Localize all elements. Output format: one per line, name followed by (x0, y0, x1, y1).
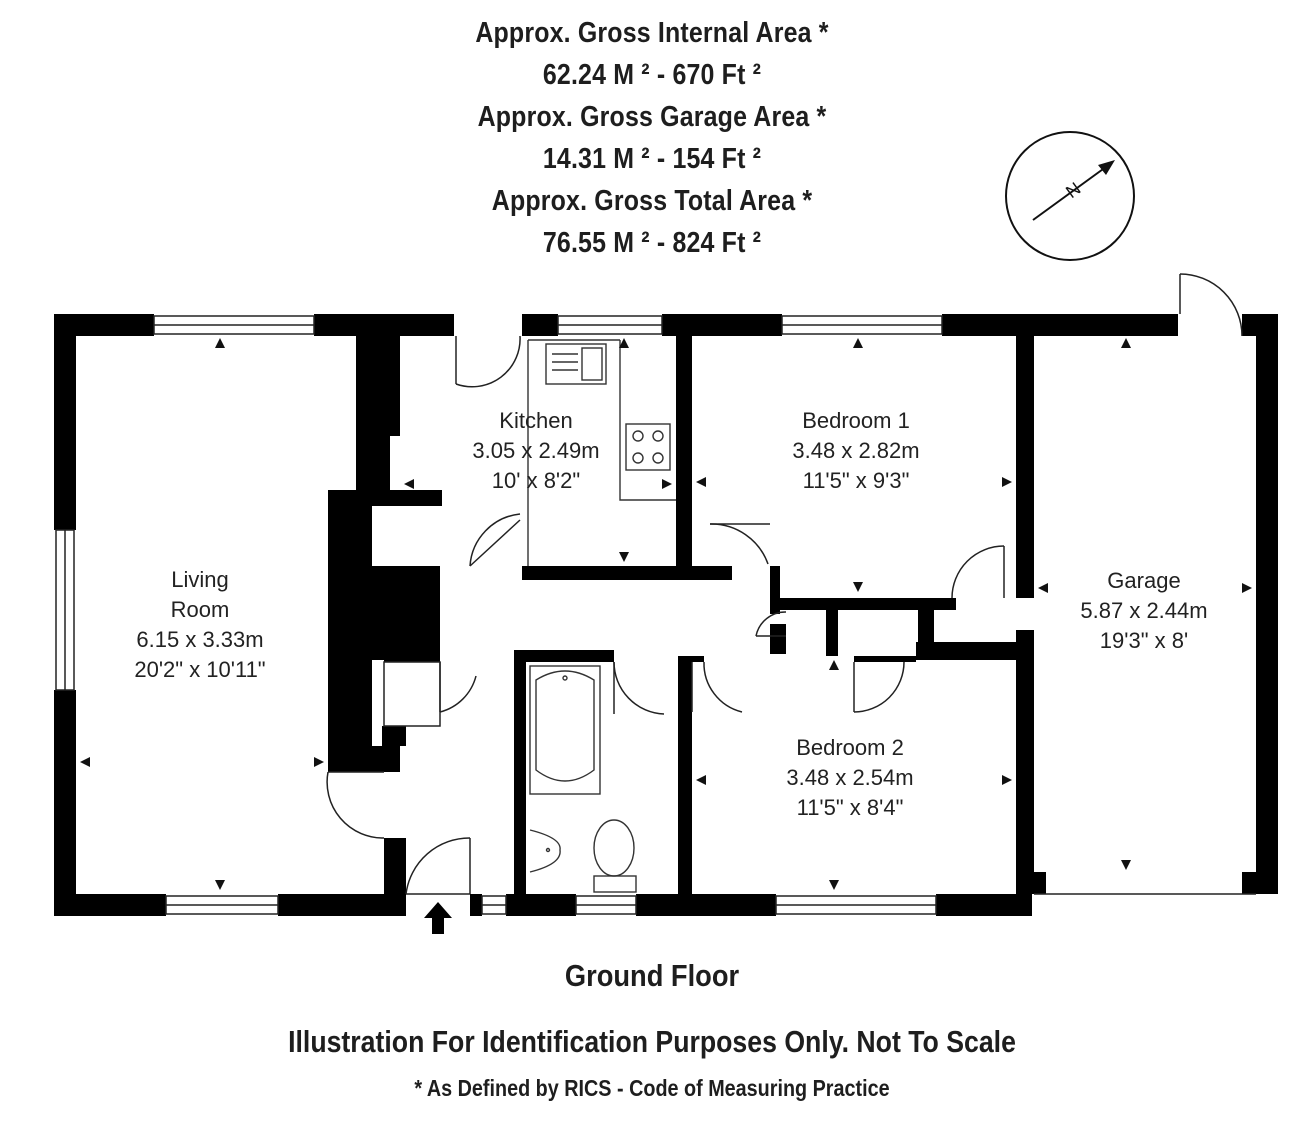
kitchen-name: Kitchen (499, 408, 573, 433)
entrance-arrow-icon (424, 902, 452, 934)
hob-icon (626, 424, 670, 470)
garage-metric: 5.87 x 2.44m (1080, 598, 1208, 623)
living-room-name-2: Room (170, 597, 230, 622)
bedroom1-imperial: 11'5" x 9'3" (802, 468, 910, 493)
dimension-markers (80, 338, 1252, 890)
bedroom1-name: Bedroom 1 (802, 408, 910, 433)
kitchen-imperial: 10' x 8'2" (491, 468, 581, 493)
room-labels (134, 408, 1207, 820)
compass-icon (1006, 132, 1134, 260)
internal-area-label: Approx. Gross Internal Area * (475, 17, 829, 49)
floor-label: Ground Floor (564, 958, 740, 993)
bedroom2-name: Bedroom 2 (796, 735, 904, 760)
garage-area-label: Approx. Gross Garage Area * (477, 101, 827, 133)
living-room-metric: 6.15 x 3.33m (136, 627, 264, 652)
rics-note: * As Defined by RICS - Code of Measuring Practice (414, 1075, 890, 1101)
total-area-label: Approx. Gross Total Area * (491, 185, 813, 217)
living-room-name-1: Living (171, 567, 229, 592)
total-area-value: 76.55 M ² - 824 Ft ² (542, 227, 762, 259)
garage-name: Garage (1107, 568, 1181, 593)
sink-icon (546, 344, 606, 384)
bedroom1-metric: 3.48 x 2.82m (792, 438, 920, 463)
bedroom2-imperial: 11'5" x 8'4" (796, 795, 904, 820)
kitchen-metric: 3.05 x 2.49m (472, 438, 600, 463)
bath-icon (530, 666, 600, 794)
bedroom2-metric: 3.48 x 2.54m (786, 765, 914, 790)
garage-imperial: 19'3" x 8' (1099, 628, 1189, 653)
garage-area-value: 14.31 M ² - 154 Ft ² (542, 143, 762, 175)
disclaimer-text: Illustration For Identification Purposes Only. Not To Scale (288, 1024, 1016, 1059)
living-room-imperial: 20'2" x 10'11" (134, 657, 266, 682)
compass-letter: N (1062, 178, 1085, 203)
internal-area-value: 62.24 M ² - 670 Ft ² (542, 59, 762, 91)
basin-icon (530, 830, 560, 872)
toilet-icon (594, 820, 634, 876)
